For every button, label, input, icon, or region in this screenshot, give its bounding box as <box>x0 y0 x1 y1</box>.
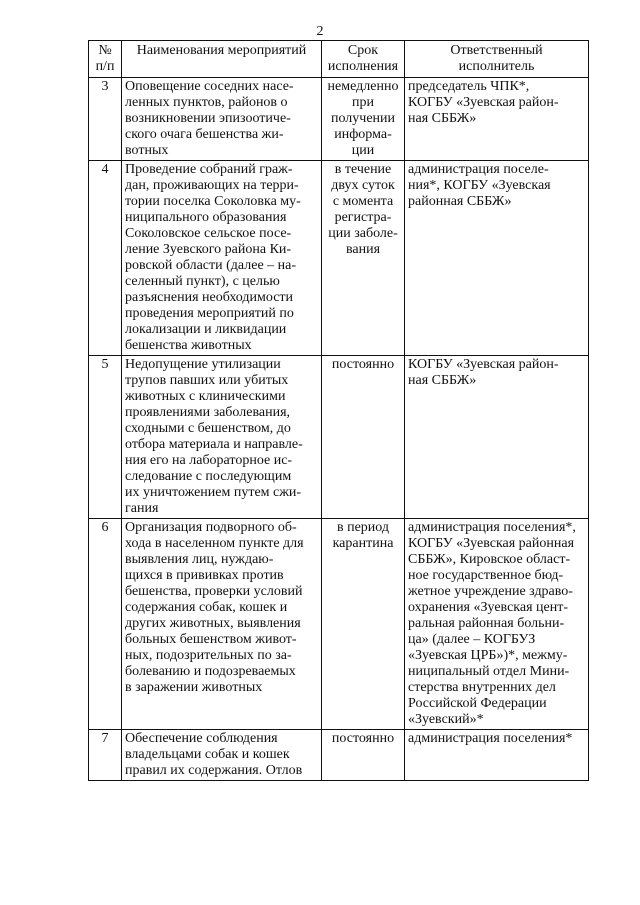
text-line: ление Зуевского района Ки- <box>125 242 292 257</box>
text-line: постоянно <box>331 357 395 372</box>
table-row <box>89 161 589 356</box>
row-term <box>322 78 405 161</box>
text-line: № <box>98 43 112 58</box>
text-line: получении <box>330 111 396 126</box>
text-line: в течение <box>334 162 392 177</box>
text-line: ния его на лабораторное ис- <box>125 453 293 468</box>
text-line: ровской области (далее – на- <box>125 258 297 273</box>
row-number: 6 <box>89 519 122 730</box>
row-term <box>322 161 405 356</box>
text-line: немедленно <box>327 79 399 94</box>
text-line: больных бешенством живот- <box>125 632 297 647</box>
text-line: бешенства животных <box>125 338 252 353</box>
text-line: регистра- <box>334 210 392 225</box>
table-row <box>89 730 589 781</box>
text-line: карантина <box>332 536 394 551</box>
text-line: «Зуевская ЦРБ»)*, межму- <box>408 648 568 663</box>
text-line: трупов павших или убитых <box>125 373 289 388</box>
text-line: в заражении животных <box>125 680 263 695</box>
text-line: Оповещение соседних насе- <box>125 79 294 94</box>
header-resp <box>405 41 589 78</box>
text-line: «Зуевский»* <box>408 712 484 727</box>
row-responsible <box>405 730 589 781</box>
text-line: исполнения <box>327 59 399 74</box>
row-measure <box>122 356 322 519</box>
text-line: щихся в прививках против <box>125 568 284 583</box>
text-line: вотных <box>125 143 169 158</box>
text-line: Срок <box>347 43 379 58</box>
row-responsible <box>405 356 589 519</box>
text-line: бешенства, проверки условий <box>125 584 303 599</box>
text-line: тории поселка Соколовка му- <box>125 194 301 209</box>
text-line: постоянно <box>331 731 395 746</box>
text-line: болеванию и подозреваемых <box>125 664 296 679</box>
text-line: п/п <box>95 59 115 74</box>
table-row <box>89 356 589 519</box>
row-term <box>322 730 405 781</box>
row-term <box>322 519 405 730</box>
header-num <box>89 41 122 78</box>
text-line: двух суток <box>331 178 395 193</box>
row-number: 7 <box>89 730 122 781</box>
text-line: владельцами собак и кошек <box>125 747 290 762</box>
text-line: исполнитель <box>458 59 535 74</box>
text-line: возникновении эпизоотиче- <box>125 111 291 126</box>
text-line: проведения мероприятий по <box>125 306 294 321</box>
row-responsible <box>405 161 589 356</box>
text-line: Недопущение утилизации <box>125 357 281 372</box>
text-line: ленных пунктов, районов о <box>125 95 288 110</box>
text-line: отбора материала и направле- <box>125 437 303 452</box>
header-name <box>122 41 322 78</box>
row-term <box>322 356 405 519</box>
row-number: 5 <box>89 356 122 519</box>
text-line: ского очага бешенства жи- <box>125 127 284 142</box>
text-line: СББЖ», Кировское област- <box>408 552 571 567</box>
text-line: районная СББЖ» <box>408 194 512 209</box>
text-line: ральная районная больни- <box>408 616 565 631</box>
text-line: жетное учреждение здраво- <box>408 584 573 599</box>
text-line: ная СББЖ» <box>408 111 477 126</box>
measures-table <box>88 40 589 781</box>
header-term <box>322 41 405 78</box>
text-line: охранения «Зуевская цент- <box>408 600 569 615</box>
row-measure <box>122 730 322 781</box>
text-line: ции <box>351 143 375 158</box>
text-line: вания <box>345 242 381 257</box>
row-responsible <box>405 78 589 161</box>
text-line: КОГБУ «Зуевская район- <box>408 95 559 110</box>
text-line: ных, подозрительных по за- <box>125 648 292 663</box>
text-line: других животных, выявления <box>125 616 301 631</box>
text-line: КОГБУ «Зуевская район- <box>408 357 559 372</box>
row-number: 4 <box>89 161 122 356</box>
text-line: ниципальный отдел Мини- <box>408 664 570 679</box>
text-line: КОГБУ «Зуевская районная <box>408 536 575 551</box>
text-line: селенный пункт), с целью <box>125 274 280 289</box>
text-line: Российской Федерации <box>408 696 547 711</box>
text-line: проявлениями заболевания, <box>125 405 291 420</box>
page-number: 2 <box>316 24 324 39</box>
row-measure <box>122 161 322 356</box>
text-line: следование с последующим <box>125 469 292 484</box>
text-line: ции заболе- <box>328 226 398 241</box>
text-line: при <box>352 95 374 110</box>
text-line: содержания собак, кошек и <box>125 600 288 615</box>
table-header-row <box>89 41 589 78</box>
text-line: выявления лиц, нуждаю- <box>125 552 274 567</box>
text-line: ния*, КОГБУ «Зуевская <box>408 178 551 193</box>
text-line: председатель ЧПК*, <box>408 79 530 94</box>
text-line: их уничтожением путем сжи- <box>125 485 302 500</box>
text-line: ное государственное бюд- <box>408 568 564 583</box>
text-line: дан, проживающих на терри- <box>125 178 299 193</box>
text-line: животных с клиническими <box>125 389 286 404</box>
text-line: с момента <box>332 194 394 209</box>
text-line: хода в населенном пункте для <box>125 536 304 551</box>
text-line: администрация поселения* <box>408 731 573 746</box>
row-number: 3 <box>89 78 122 161</box>
text-line: информа- <box>334 127 392 142</box>
row-measure <box>122 519 322 730</box>
text-line: разъяснения необходимости <box>125 290 294 305</box>
text-line: Обеспечение соблюдения <box>125 731 278 746</box>
table-row <box>89 78 589 161</box>
text-line: ца» (далее – КОГБУЗ <box>408 632 536 647</box>
text-line: Проведение собраний граж- <box>125 162 293 177</box>
text-line: стерства внутренних дел <box>408 680 556 695</box>
text-line: правил их содержания. Отлов <box>125 763 303 778</box>
text-line: ная СББЖ» <box>408 373 477 388</box>
text-line: ниципального образования <box>125 210 287 225</box>
text-line: в период <box>336 520 390 535</box>
text-line: Ответственный <box>450 43 543 58</box>
row-responsible <box>405 519 589 730</box>
row-measure <box>122 78 322 161</box>
text-line: гания <box>125 501 159 516</box>
text-line: локализации и ликвидации <box>125 322 287 337</box>
text-line: Соколовское сельское посе- <box>125 226 292 241</box>
text-line: сходными с бешенством, до <box>125 421 291 436</box>
text-line: администрация поселения*, <box>408 520 576 535</box>
text-line: администрация поселе- <box>408 162 549 177</box>
text-line: Организация подворного об- <box>125 520 297 535</box>
table-row <box>89 519 589 730</box>
text-line: Наименования мероприятий <box>136 43 307 58</box>
